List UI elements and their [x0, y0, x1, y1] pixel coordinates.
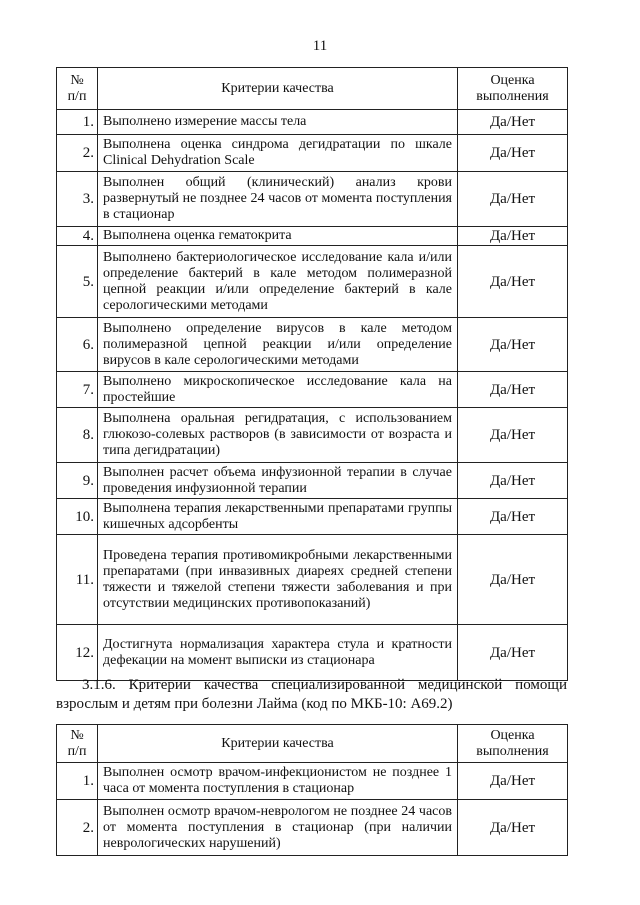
section-heading: 3.1.6. Критерии качества специализированной медицинской помощи взрослым и детям при болезни Лайма (код по МКБ-10: A69.2) — [56, 677, 567, 712]
header-number-line2: п/п — [67, 743, 87, 759]
table-row — [57, 135, 568, 172]
table-row — [57, 499, 568, 535]
row-criteria: Выполнена оральная регидратация, с использованием глюкозо-солевых растворов (в зависимости от возраста и типа дегидратации) — [98, 408, 458, 463]
header-grade-line1: Оценка — [490, 727, 535, 743]
row-criteria: Выполнен осмотр врачом-неврологом не позднее 24 часов от момента поступления в стационар (при наличии неврологических нарушений) — [98, 800, 458, 856]
table-header-row — [57, 68, 568, 110]
row-number: 6. — [57, 318, 98, 372]
row-criteria: Выполнено определение вирусов в кале методом полимеразной цепной реакции и/или определение вирусов в кале серологическими методами — [98, 318, 458, 372]
row-criteria: Выполнено микроскопическое исследование кала на простейшие — [98, 372, 458, 408]
header-number — [57, 725, 98, 763]
row-number: 12. — [57, 625, 98, 681]
row-number: 2. — [57, 800, 98, 856]
header-criteria: Критерии качества — [98, 725, 458, 763]
table-row — [57, 110, 568, 135]
header-criteria: Критерии качества — [98, 68, 458, 110]
row-grade: Да/Нет — [458, 408, 568, 463]
row-grade: Да/Нет — [458, 499, 568, 535]
row-criteria: Проведена терапия противомикробными лекарственными препаратами (при инвазивных диареях средней степени тяжести и тяжелой степени тяжести заболевания и при отсутствии медицинских противопоказаний) — [98, 535, 458, 625]
row-grade: Да/Нет — [458, 246, 568, 318]
header-grade-line2: выполнения — [476, 88, 549, 104]
row-criteria: Выполнена терапия лекарственными препаратами группы кишечных адсорбенты — [98, 499, 458, 535]
header-grade-line1: Оценка — [490, 72, 535, 88]
row-number: 1. — [57, 763, 98, 800]
row-grade: Да/Нет — [458, 763, 568, 800]
row-grade: Да/Нет — [458, 372, 568, 408]
row-grade: Да/Нет — [458, 318, 568, 372]
row-criteria: Выполнена оценка синдрома дегидратации по шкале Clinical Dehydration Scale — [98, 135, 458, 172]
row-criteria: Выполнена оценка гематокрита — [98, 227, 458, 246]
row-number: 3. — [57, 172, 98, 227]
row-number: 9. — [57, 463, 98, 499]
row-number: 4. — [57, 227, 98, 246]
table-row — [57, 372, 568, 408]
table-header-row — [57, 725, 568, 763]
row-criteria: Выполнен осмотр врачом-инфекционистом не позднее 1 часа от момента поступления в стационар — [98, 763, 458, 800]
header-grade — [458, 68, 568, 110]
table-row — [57, 625, 568, 681]
row-criteria: Выполнен общий (клинический) анализ крови развернутый не позднее 24 часов от момента поступления в стационар — [98, 172, 458, 227]
page-number: 11 — [312, 38, 328, 54]
quality-criteria-table-1 — [56, 67, 568, 681]
row-grade: Да/Нет — [458, 463, 568, 499]
row-number: 2. — [57, 135, 98, 172]
row-number: 11. — [57, 535, 98, 625]
quality-criteria-table-2 — [56, 724, 568, 856]
row-grade: Да/Нет — [458, 800, 568, 856]
row-criteria: Выполнено бактериологическое исследование кала и/или определение бактерий в кале методом полимеразной цепной реакции и/или определение бактерий в кале серологическими методами — [98, 246, 458, 318]
row-number: 8. — [57, 408, 98, 463]
header-number-line1: № — [70, 727, 84, 743]
row-grade: Да/Нет — [458, 110, 568, 135]
row-criteria: Достигнута нормализация характера стула и кратности дефекации на момент выписки из стационара — [98, 625, 458, 681]
table-row — [57, 227, 568, 246]
header-number — [57, 68, 98, 110]
table-row — [57, 246, 568, 318]
header-grade-line2: выполнения — [476, 743, 549, 759]
row-number: 10. — [57, 499, 98, 535]
table-row — [57, 318, 568, 372]
row-number: 5. — [57, 246, 98, 318]
header-grade — [458, 725, 568, 763]
table-row — [57, 172, 568, 227]
table-row — [57, 535, 568, 625]
row-grade: Да/Нет — [458, 172, 568, 227]
row-grade: Да/Нет — [458, 535, 568, 625]
row-criteria: Выполнено измерение массы тела — [98, 110, 458, 135]
row-number: 7. — [57, 372, 98, 408]
row-criteria: Выполнен расчет объема инфузионной терапии в случае проведения инфузионной терапии — [98, 463, 458, 499]
header-number-line1: № — [70, 72, 84, 88]
table-row — [57, 408, 568, 463]
row-grade: Да/Нет — [458, 227, 568, 246]
table-row — [57, 800, 568, 856]
table-row — [57, 463, 568, 499]
header-number-line2: п/п — [67, 88, 87, 104]
row-grade: Да/Нет — [458, 135, 568, 172]
row-number: 1. — [57, 110, 98, 135]
table-row — [57, 763, 568, 800]
row-grade: Да/Нет — [458, 625, 568, 681]
